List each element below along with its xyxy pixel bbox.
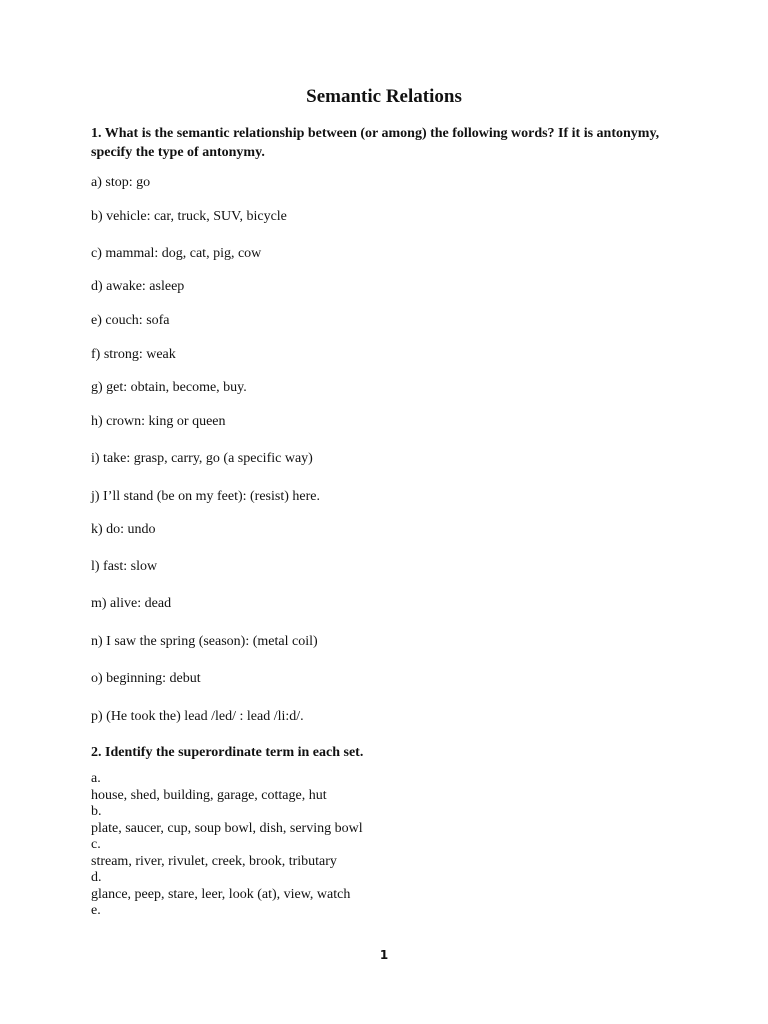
q2-sets <box>91 771 363 920</box>
q2-set-words-c: stream, river, rivulet, creek, brook, tributary <box>91 853 337 869</box>
q2-set-words-b: plate, saucer, cup, soup bowl, dish, serving bowl <box>91 820 363 836</box>
q1-item-c: c) mammal: dog, cat, pig, cow <box>91 246 262 261</box>
q2-set-words-d: glance, peep, stare, leer, look (at), view, watch <box>91 886 351 902</box>
q1-item-a: a) stop: go <box>91 175 151 190</box>
q1-item-i: i) take: grasp, carry, go (a specific way) <box>91 451 313 466</box>
question-1-prompt: 1. What is the semantic relationship between (or among) the following words? If it is antonymy, specify the type of antonymy. <box>91 126 660 160</box>
q1-item-e: e) couch: sofa <box>91 313 170 328</box>
q1-item-g: g) get: obtain, become, buy. <box>91 380 247 395</box>
q2-set-words-a: house, shed, building, garage, cottage, hut <box>91 787 327 803</box>
q1-item-k: k) do: undo <box>91 522 156 537</box>
q1-item-b: b) vehicle: car, truck, SUV, bicycle <box>91 209 287 224</box>
q2-set-letter-b: b. <box>91 804 102 819</box>
q1-item-f: f) strong: weak <box>91 347 176 362</box>
q1-item-d: d) awake: asleep <box>91 279 185 294</box>
page-title: Semantic Relations <box>306 86 462 107</box>
q2-set-letter-e: e. <box>91 903 101 918</box>
q2-set-letter-c: c. <box>91 837 101 852</box>
q1-item-h: h) crown: king or queen <box>91 414 226 429</box>
question-2-prompt: 2. Identify the superordinate term in each set. <box>91 745 364 760</box>
q1-item-j: j) I’ll stand (be on my feet): (resist) here. <box>91 489 320 504</box>
q2-set-letter-d: d. <box>91 870 102 885</box>
q1-item-m: m) alive: dead <box>91 596 172 611</box>
q1-item-l: l) fast: slow <box>91 559 158 574</box>
q2-set-letter-a: a. <box>91 771 101 786</box>
q1-item-p: p) (He took the) lead /led/ : lead /li:d/. <box>91 709 304 724</box>
q1-item-n: n) I saw the spring (season): (metal coil) <box>91 634 318 649</box>
q1-item-o: o) beginning: debut <box>91 671 201 686</box>
page-number: 1 <box>379 948 389 962</box>
